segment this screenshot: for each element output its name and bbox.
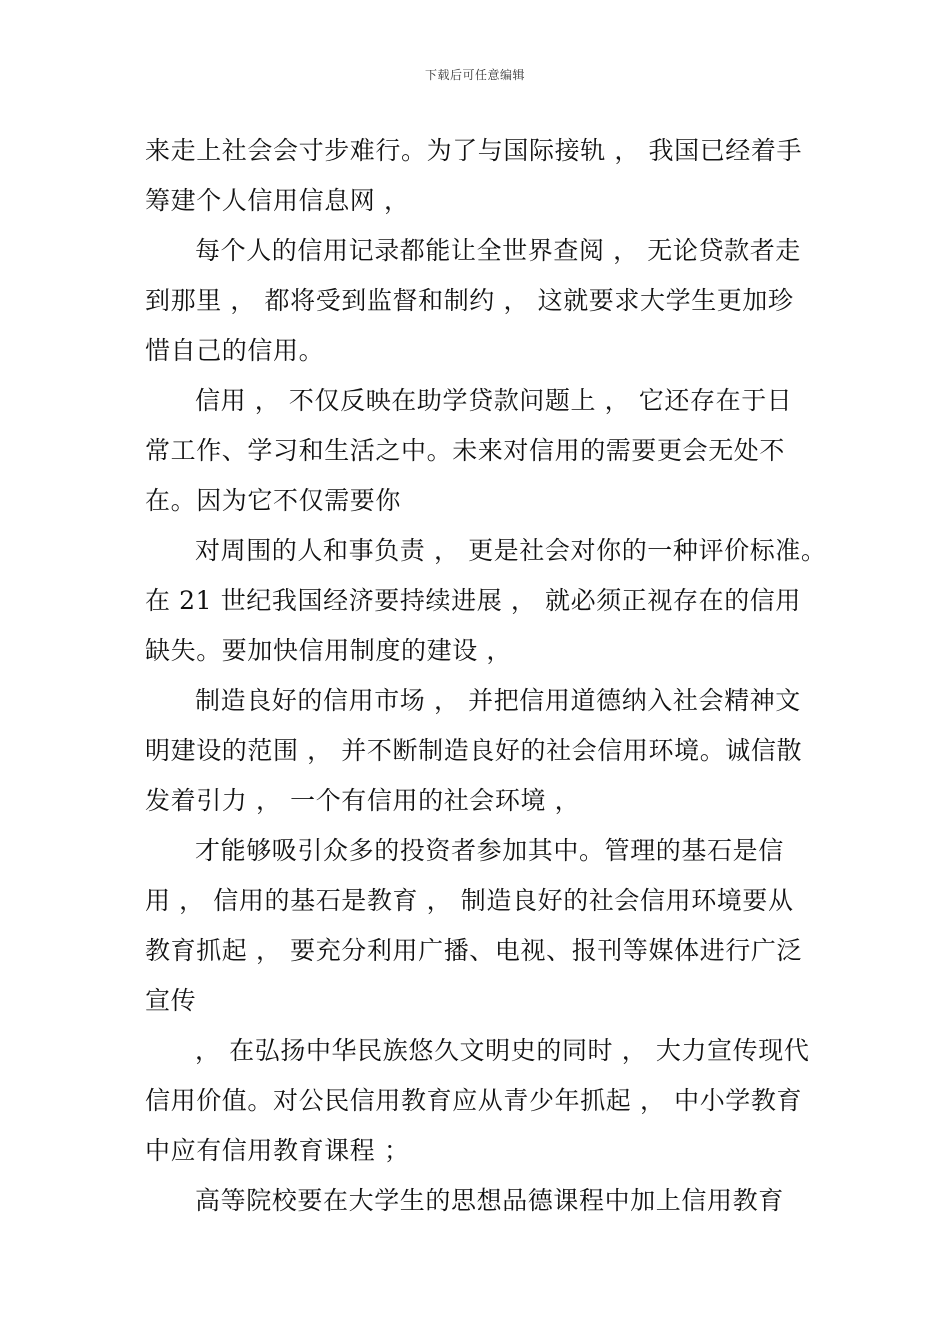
text-line: 发着引力 ， 一个有信用的社会环境 ， (145, 786, 581, 815)
page-header-note: 下载后可任意编辑 (424, 68, 525, 82)
text-line: 信用价值。对公民信用教育应从青少年抓起 ， 中小学教育 (145, 1086, 803, 1115)
paragraph-start-line: 制造良好的信用市场 ， 并把信用道德纳入社会精神文 (195, 686, 801, 715)
paragraph-start-line: 高等院校要在大学生的思想品德课程中加上信用教育 (195, 1186, 784, 1215)
text-line: 来走上社会会寸步难行。为了与国际接轨 ， 我国已经着手 (145, 136, 803, 165)
text-line: 中应有信用教育课程 ； (145, 1136, 410, 1165)
text-line: 用 ， 信用的基石是教育 ， 制造良好的社会信用环境要从 (145, 886, 794, 915)
text-line: 在。因为它不仅需要你 (145, 486, 402, 515)
paragraph-start-line: 对周围的人和事负责 ， 更是社会对你的一种评价标准。 (195, 536, 827, 565)
text-line: 常工作、学习和生活之中。未来对信用的需要更会无处不 (145, 436, 786, 465)
paragraph-start-line: ， 在弘扬中华民族悠久文明史的同时 ， 大力宣传现代 (195, 1036, 810, 1065)
text-line: 惜自己的信用。 (145, 336, 325, 365)
text-line: 明建设的范围 ， 并不断制造良好的社会信用环境。诚信散 (145, 736, 803, 765)
paragraph-start-line: 信用 ， 不仅反映在助学贷款问题上 ， 它还存在于日 (195, 386, 793, 415)
text-line: 教育抓起 ， 要充分利用广播、电视、报刊等媒体进行广泛 (145, 936, 803, 965)
text-line: 到那里 ， 都将受到监督和制约 ， 这就要求大学生更加珍 (145, 286, 794, 315)
paragraph-start-line: 才能够吸引众多的投资者参加其中。管理的基石是信 (195, 836, 784, 865)
text-line: 宣传 (145, 986, 197, 1015)
text-line: 缺失。要加快信用制度的建设 ， (145, 636, 512, 665)
paragraph-start-line: 每个人的信用记录都能让全世界查阅 ， 无论贷款者走 (195, 236, 801, 265)
document-body (145, 126, 827, 1226)
text-line: 在 21 世纪我国经济要持续进展 ， 就必须正视存在的信用 (145, 586, 802, 615)
text-line: 筹建个人信用信息网 ， (145, 186, 410, 215)
